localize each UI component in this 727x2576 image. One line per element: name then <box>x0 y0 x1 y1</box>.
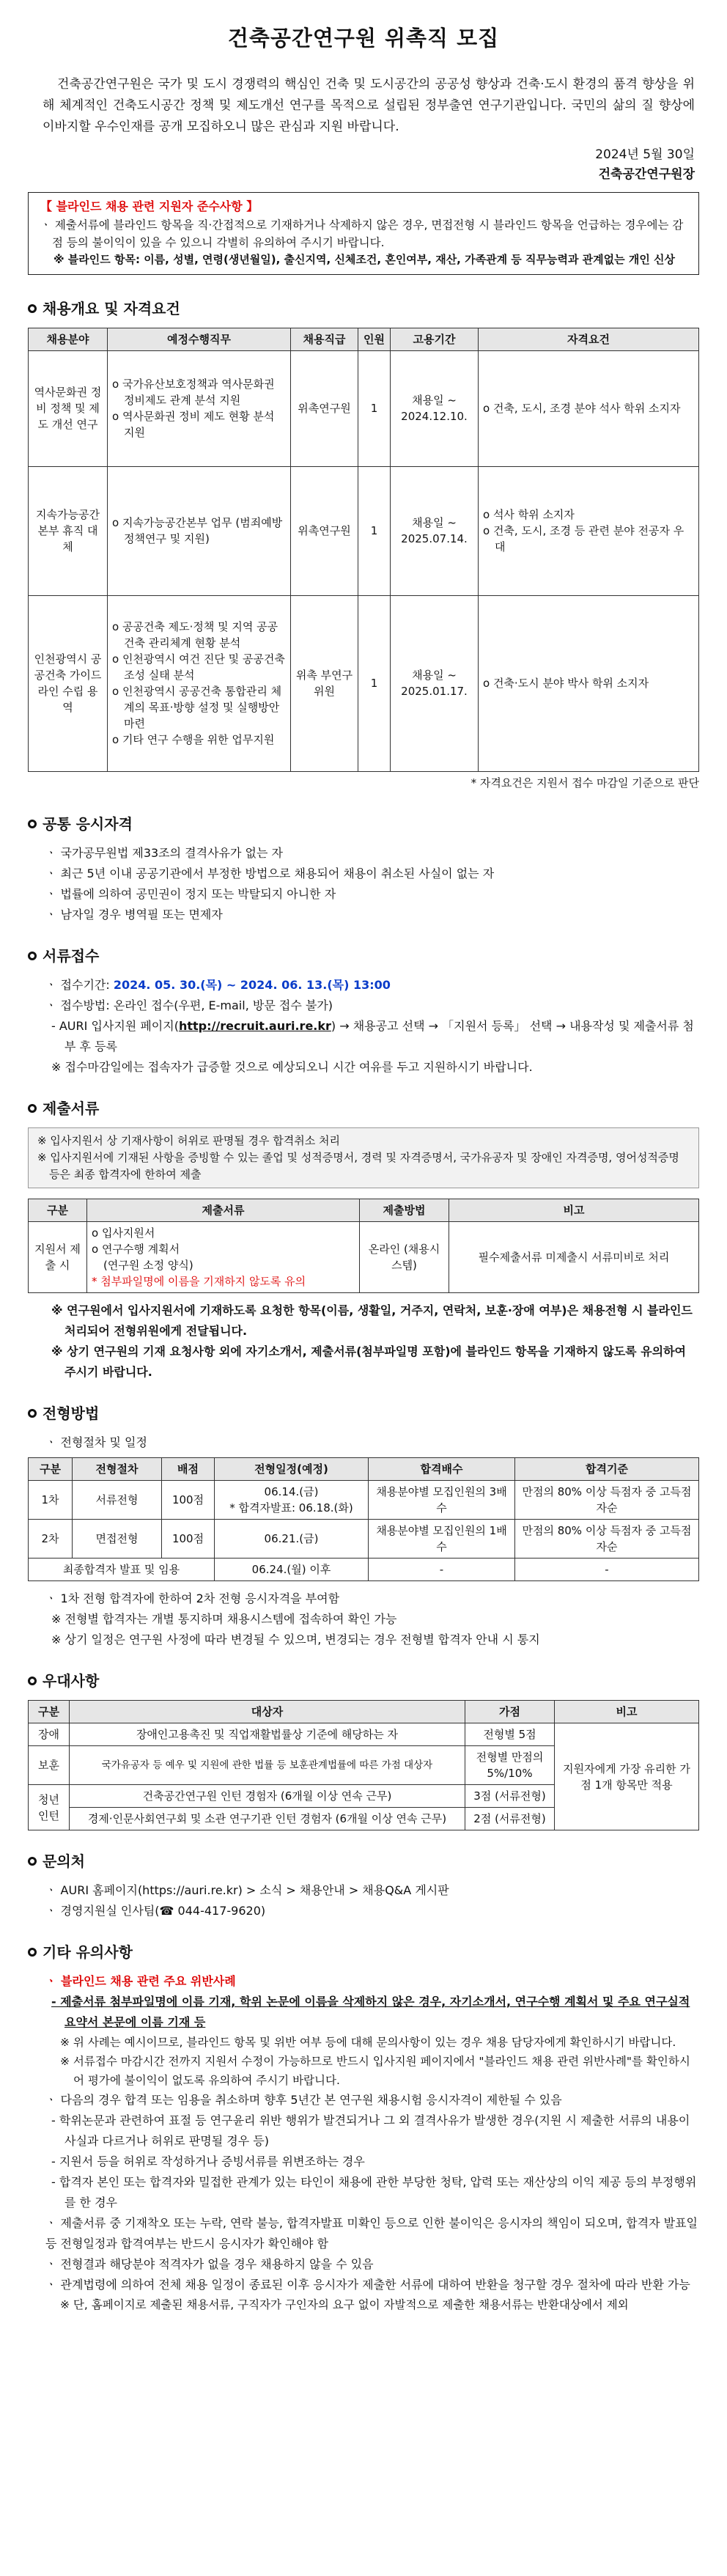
table-header-row <box>29 1199 699 1222</box>
table-row: 장애 장애인고용촉진 및 직업재활법률상 기준에 해당하는 자 전형별 5점 지원자에게 가장 유리한 가점 1개 항목만 적용 <box>29 1723 699 1746</box>
recruit-link[interactable]: http://recruit.auri.re.kr <box>178 1019 331 1034</box>
col-header: 가점 <box>465 1701 555 1723</box>
section-heading-eligibility: 공통 응시자격 <box>28 814 699 834</box>
blind-notice-note: ※ 블라인드 항목: 이름, 성별, 연령(생년월일), 출신지역, 신체조건, 혼인여부, 재산, 가족관계 등 직무능력과 관계없는 개인 신상 <box>53 252 676 266</box>
duty-item: o 인천광역시 여건 진단 및 공공건축 조성 실태 분석 <box>112 652 285 682</box>
count-cell: 1 <box>358 595 391 771</box>
selection-note: ㆍ 1차 전형 합격자에 한하여 2차 전형 응시자격을 부여함 <box>45 1591 340 1606</box>
application-period: ㆍ 접수기간: 2024. 05. 30.(목) ~ 2024. 06. 13.(목) 13:00 <box>45 978 391 993</box>
col-header: 구분 <box>29 1199 87 1222</box>
grade-cell: 위촉연구원 <box>291 466 358 595</box>
grade-cell: 위촉 부연구위원 <box>291 595 358 771</box>
documents-notice-box <box>28 1127 699 1188</box>
table-row: 보훈 국가유공자 등 예우 및 지원에 관한 법률 등 보훈관계법률에 따른 가점 대상자 전형별 만점의 5%/10% <box>29 1746 699 1785</box>
col-header: 배점 <box>162 1458 215 1481</box>
col-header: 제출서류 <box>87 1199 360 1222</box>
kind-cell: 지원서 제출 시 <box>29 1222 87 1293</box>
section-heading-selection: 전형방법 <box>28 1403 699 1424</box>
col-header: 구분 <box>29 1458 73 1481</box>
violation-heading: ㆍ 블라인드 채용 관련 주요 위반사례 <box>45 1974 236 1989</box>
bullet-circle-icon <box>28 1104 37 1113</box>
other-subitem: - 합격자 본인 또는 합격자와 밀접한 관계가 있는 타인이 채용에 관한 부당한 청탁, 압력 또는 재산상의 이익 제공 등의 부정행위를 한 경우 <box>51 2175 697 2210</box>
bullet-circle-icon <box>28 1677 37 1685</box>
qual-item: o 건축, 도시, 조경 분야 석사 학위 소지자 <box>483 402 681 416</box>
table-row <box>29 466 699 595</box>
selection-note: ※ 상기 일정은 연구원 사정에 따라 변경될 수 있으며, 변경되는 경우 전형별 합격자 안내 시 통지 <box>51 1633 540 1647</box>
table-row <box>29 350 699 466</box>
list-item: ㆍ 남자일 경우 병역필 또는 면제자 <box>45 908 223 922</box>
table-row <box>29 1222 699 1293</box>
selection-subheading: ㆍ 전형절차 및 일정 <box>45 1435 147 1450</box>
list-item: ㆍ 국가공무원법 제33조의 결격사유가 없는 자 <box>45 846 283 861</box>
duty-item: o 공공건축 제도·정책 및 지역 공공건축 관리체계 현황 분석 <box>112 620 278 650</box>
page-title: 건축공간연구원 위촉직 모집 <box>227 26 500 51</box>
col-header: 구분 <box>29 1701 70 1723</box>
other-note: ※ 위 사례는 예시이므로, 블라인드 항목 및 위반 여부 등에 대해 문의사항이 있는 경우 채용 담당자에게 확인하시기 바랍니다. <box>60 2036 676 2050</box>
duty-item: o 국가유산보호정책과 역사문화권 정비제도 관계 분석 지원 <box>112 378 275 408</box>
qual-item: o 석사 학위 소지자 <box>483 508 575 522</box>
field-cell: 인천광역시 공공건축 가이드라인 수립 용역 <box>29 595 108 771</box>
docs-cell: o 입사지원서 o 연구수행 계획서 (연구원 소정 양식) * 첨부파일명에 이름을 기재하지 않도록 유의 <box>87 1222 360 1293</box>
col-header: 대상자 <box>70 1701 465 1723</box>
table-footnote: * 자격요건은 지원서 접수 마감일 기준으로 판단 <box>470 776 699 790</box>
period-cell: 채용일 ~ 2025.07.14. <box>391 466 479 595</box>
bullet-circle-icon <box>28 1948 37 1957</box>
application-method: ㆍ 접수방법: 온라인 접수(우편, E-mail, 방문 접수 불가) <box>45 998 333 1013</box>
col-header: 비고 <box>555 1701 699 1723</box>
contact-website[interactable]: ㆍ AURI 홈페이지(https://auri.re.kr) > 소식 > 채용안내 > 채용Q&A 게시판 <box>45 1883 449 1898</box>
col-header: 예정수행직무 <box>108 328 291 350</box>
blind-notice-line: ㆍ 제출서류에 블라인드 항목을 직·간접적으로 기재하거나 삭제하지 않은 경우, 면접전형 시 블라인드 항목을 언급하는 경우에는 감점 등의 불이익이 있을 수 있으니 각별히 유의하여 주시기 바랍니다. <box>40 218 684 249</box>
quals-cell <box>479 466 699 595</box>
qual-item: o 건축·도시 분야 박사 학위 소지자 <box>483 677 649 691</box>
duty-item: o 인천광역시 공공건축 통합관리 체계의 목표·방향 설정 및 실행방안 마련 <box>112 685 282 731</box>
table-row: 2차 면접전형 100점 06.21.(금) 채용분야별 모집인원의 1배수 만점의 80% 이상 득점자 중 고득점자순 <box>29 1520 699 1559</box>
list-item: ㆍ 법률에 의하여 공민권이 정지 또는 박탈되지 아니한 자 <box>45 887 336 902</box>
section-heading-preference: 우대사항 <box>28 1671 699 1691</box>
duties-cell <box>108 595 291 771</box>
col-header: 고용기간 <box>391 328 479 350</box>
qual-item: o 건축, 도시, 조경 등 관련 분야 전공자 우대 <box>483 524 684 554</box>
col-header: 비고 <box>449 1199 699 1222</box>
other-note: ※ 서류접수 마감시간 전까지 지원서 수정이 가능하므로 반드시 입사지원 페이지에서 "블라인드 채용 관련 위반사례"를 확인하시어 평가에 불이익이 없도록 유의하여 주시기 바랍니다. <box>60 2055 690 2088</box>
table-row: 최종합격자 발표 및 임용 06.24.(월) 이후 - - <box>29 1559 699 1581</box>
table-header-row <box>29 1701 699 1723</box>
warning-line: ※ 상기 연구원의 기재 요청사항 외에 자기소개서, 제출서류(첨부파일명 포함)에 블라인드 항목을 기재하지 않도록 유의하여 주시기 바랍니다. <box>51 1344 687 1380</box>
application-note: ※ 접수마감일에는 접속자가 급증할 것으로 예상되오니 시간 여유를 두고 지원하시기 바랍니다. <box>51 1060 533 1075</box>
table-header-row <box>29 1458 699 1481</box>
table-row: 1차 서류전형 100점 06.14.(금) * 합격자발표: 06.18.(화) 채용분야별 모집인원의 3배수 만점의 80% 이상 득점자 중 고득점자순 <box>29 1481 699 1520</box>
duty-item: o 역사문화권 정비 제도 현황 분석 지원 <box>112 410 275 440</box>
col-header: 채용직급 <box>291 328 358 350</box>
period-cell: 채용일 ~ 2024.12.10. <box>391 350 479 466</box>
application-steps: - AURI 입사지원 페이지(http://recruit.auri.re.kr) → 채용공고 선택 → 「지원서 등록」 선택 → 내용작성 및 제출서류 첨부 후 등록 <box>51 1019 694 1054</box>
blind-notice-title: 【 블라인드 채용 관련 지원자 준수사항 】 <box>40 199 259 213</box>
notice-line: ※ 입사지원서 상 기재사항이 허위로 판명될 경우 합격취소 처리 <box>37 1134 340 1148</box>
col-header: 합격기준 <box>515 1458 699 1481</box>
count-cell: 1 <box>358 466 391 595</box>
bullet-circle-icon <box>28 1409 37 1418</box>
notice-line: ※ 입사지원서에 기재된 사항을 증빙할 수 있는 졸업 및 성적증명서, 경력 및 자격증명서, 국가유공자 및 장애인 자격증명, 영어성적증명 등은 최종 합격자에 한하여 제출 <box>37 1151 679 1182</box>
table-row: 경제·인문사회연구회 및 소관 연구기관 인턴 경험자 (6개월 이상 연속 근무) 2점 (서류전형) <box>29 1808 699 1830</box>
remark-cell: 필수제출서류 미제출시 서류미비로 처리 <box>449 1222 699 1293</box>
intro-paragraph: 건축공간연구원은 국가 및 도시 경쟁력의 핵심인 건축 및 도시공간의 공공성 향상과 건축·도시 환경의 품격 향상을 위해 체계적인 건축도시공간 정책 및 제도개선 연구를 목적으로 설립된 정부출연 연구기관입니다. 국민의 삶의 질 향상에 이바지할 우수인재를 공개 모집하오니 많은 관심과 지원 바랍니다. <box>43 76 695 134</box>
quals-cell <box>479 595 699 771</box>
table-header-row <box>29 328 699 350</box>
other-item: ㆍ 관계법령에 의하여 전체 채용 일정이 종료된 이후 응시자가 제출한 서류에 대하여 반환을 청구할 경우 절차에 따라 반환 가능 <box>45 2278 690 2292</box>
contact-phone: ㆍ 경영지원실 인사팀(☎ 044-417-9620) <box>45 1904 266 1918</box>
duties-cell <box>108 466 291 595</box>
bullet-circle-icon <box>28 1857 37 1866</box>
other-item: ㆍ 전형결과 해당분야 적격자가 없을 경우 채용하지 않을 수 있음 <box>45 2257 374 2272</box>
other-item: ㆍ 다음의 경우 합격 또는 임용을 취소하며 향후 5년간 본 연구원 채용시험 응시자격이 제한될 수 있음 <box>45 2093 562 2108</box>
duty-item: o 지속가능공간본부 업무 (범죄예방정책연구 및 지원) <box>112 516 283 546</box>
violation-examples: - 제출서류 첨부파일명에 이름 기재, 학위 논문에 이름을 삭제하지 않은 경우, 자기소개서, 연구수행 계획서 및 주요 연구실적 요약서 본문에 이름 기재 등 <box>51 1995 690 2030</box>
grade-cell: 위촉연구원 <box>291 350 358 466</box>
section-heading-application: 서류접수 <box>28 946 699 966</box>
warning-line: ※ 연구원에서 입사지원서에 기재하도록 요청한 항목(이름, 생활일, 거주지, 연락처, 보훈·장애 여부)은 채용전형 시 블라인드 처리되어 전형위원에게 전달됩니다. <box>51 1303 693 1339</box>
recruitment-table <box>28 328 699 772</box>
col-header: 인원 <box>358 328 391 350</box>
field-cell: 지속가능공간본부 휴직 대체 <box>29 466 108 595</box>
issuer: 건축공간연구원장 <box>598 166 695 182</box>
method-cell: 온라인 (채용시스템) <box>360 1222 449 1293</box>
announcement-date: 2024년 5월 30일 <box>595 147 695 162</box>
preference-table <box>28 1700 699 1830</box>
section-heading-recruitment: 채용개요 및 자격요건 <box>28 298 699 319</box>
section-heading-documents: 제출서류 <box>28 1098 699 1119</box>
other-note: ※ 단, 홈페이지로 제출된 채용서류, 구직자가 구인자의 요구 없이 자발적으로 제출한 채용서류는 반환대상에서 제외 <box>60 2298 629 2312</box>
col-header: 전형절차 <box>73 1458 162 1481</box>
selection-note: ※ 전형별 합격자는 개별 통지하며 채용시스템에 접속하여 확인 가능 <box>51 1612 397 1627</box>
count-cell: 1 <box>358 350 391 466</box>
section-heading-other: 기타 유의사항 <box>28 1942 699 1962</box>
bullet-circle-icon <box>28 952 37 960</box>
other-item: ㆍ 제출서류 중 기재착오 또는 누락, 연락 불능, 합격자발표 미확인 등으로 인한 불이익은 응시자의 책임이 되오며, 합격자 발표일 등 전형일정과 합격여부는 반드시 응시자가 확인해야 함 <box>45 2216 698 2251</box>
selection-table <box>28 1457 699 1581</box>
col-header: 전형일정(예정) <box>215 1458 369 1481</box>
list-item: ㆍ 최근 5년 이내 공공기관에서 부정한 방법으로 채용되어 채용이 취소된 사실이 없는 자 <box>45 866 495 881</box>
blind-notice-box <box>28 192 699 275</box>
other-subitem: - 지원서 등을 허위로 작성하거나 증빙서류를 위변조하는 경우 <box>51 2154 365 2169</box>
duties-cell <box>108 350 291 466</box>
bullet-circle-icon <box>28 304 37 313</box>
col-header: 채용분야 <box>29 328 108 350</box>
duty-item: o 기타 연구 수행을 위한 업무지원 <box>112 733 275 747</box>
col-header: 자격요건 <box>479 328 699 350</box>
section-heading-contact: 문의처 <box>28 1851 699 1872</box>
period-cell: 채용일 ~ 2025.01.17. <box>391 595 479 771</box>
bullet-circle-icon <box>28 820 37 828</box>
preference-remark: 지원자에게 가장 유리한 가점 1개 항목만 적용 <box>555 1723 699 1830</box>
col-header: 합격배수 <box>369 1458 515 1481</box>
quals-cell <box>479 350 699 466</box>
documents-table <box>28 1199 699 1293</box>
table-row <box>29 595 699 771</box>
field-cell: 역사문화권 정비 정책 및 제도 개선 연구 <box>29 350 108 466</box>
table-row: 청년 인턴 건축공간연구원 인턴 경험자 (6개월 이상 연속 근무) 3점 (서류전형) <box>29 1785 699 1808</box>
col-header: 제출방법 <box>360 1199 449 1222</box>
other-subitem: - 학위논문과 관련하여 표절 등 연구윤리 위반 행위가 발견되거나 그 외 결격사유가 발생한 경우(지원 시 제출한 서류의 내용이 사실과 다르거나 허위로 판명될 경우 등) <box>51 2113 690 2149</box>
